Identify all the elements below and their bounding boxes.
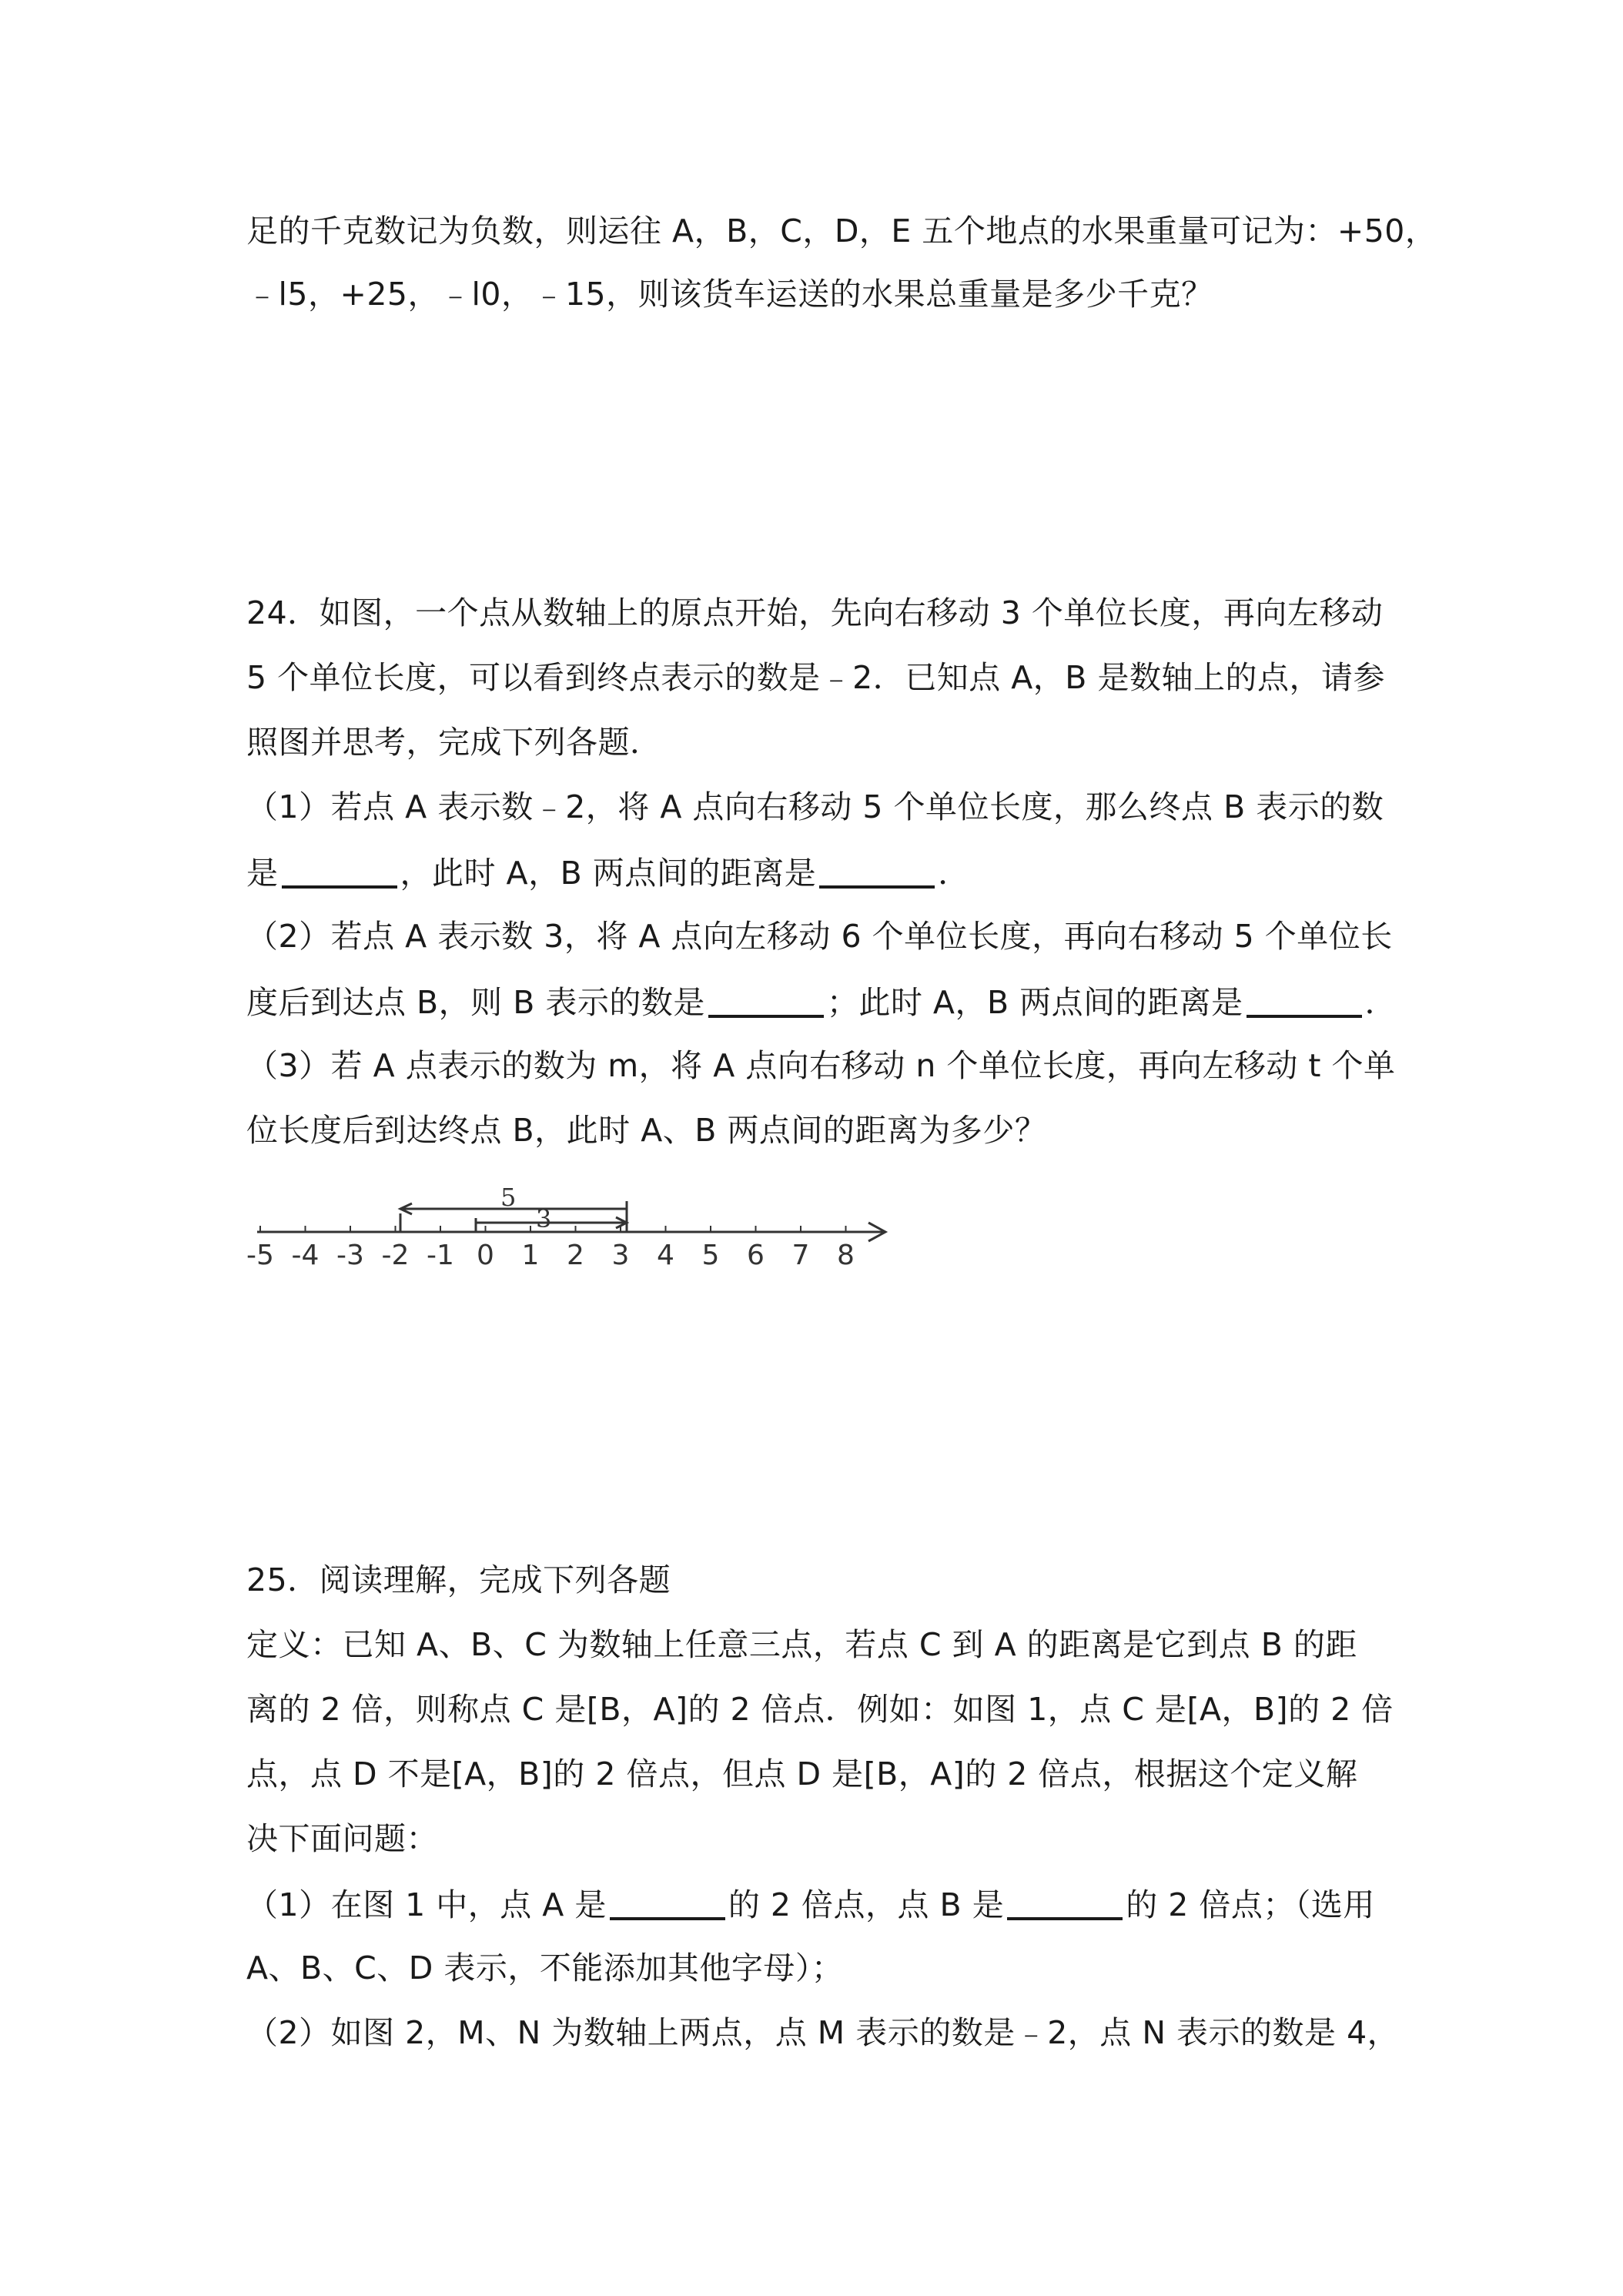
answer-blank[interactable] [610, 1886, 725, 1920]
text-segment: 度后到达点 B，则 B 表示的数是 [246, 984, 705, 1021]
q24-part3-line-1: （3）若 A 点表示的数为 m，将 A 点向右移动 n 个单位长度，再向左移动 t 个单 [246, 1047, 1396, 1084]
answer-blank[interactable] [708, 984, 824, 1018]
tick-label: 8 [837, 1240, 855, 1271]
answer-blank[interactable] [1007, 1886, 1123, 1920]
label-5: 5 [500, 1183, 517, 1212]
text-segment: 是 [246, 855, 279, 892]
q23-line-2: ﹣l5，+25，﹣l0，﹣15，则该货车运送的水果总重量是多少千克？ [246, 276, 1213, 313]
number-line-figure [246, 1178, 901, 1278]
text-segment: 的 2 倍点；（选用 [1126, 1886, 1375, 1923]
q25-definition-line-1: 定义：已知 A、B、C 为数轴上任意三点，若点 C 到 A 的距离是它到点 B 的距 [246, 1626, 1357, 1663]
answer-blank[interactable] [819, 855, 935, 889]
tick-label: 3 [611, 1240, 630, 1271]
answer-blank[interactable] [282, 855, 397, 889]
tick-label: -2 [381, 1240, 410, 1271]
q24-intro-line-1: 24．如图，一个点从数轴上的原点开始，先向右移动 3 个单位长度，再向左移动 [246, 594, 1384, 631]
tick-label: -4 [291, 1240, 320, 1271]
tick-label: -5 [246, 1240, 274, 1271]
text-segment: ；此时 A，B 两点间的距离是 [826, 984, 1243, 1021]
tick-label: 4 [657, 1240, 674, 1271]
q25-part1-line-1 [246, 1882, 1375, 1926]
q24-intro-line-2: 5 个单位长度，可以看到终点表示的数是﹣2．已知点 A，B 是数轴上的点，请参 [246, 659, 1385, 696]
q24-intro-line-3: 照图并思考，完成下列各题． [246, 724, 662, 761]
text-segment: 的 2 倍点，点 B 是 [728, 1886, 1005, 1923]
tick-label: -1 [427, 1240, 454, 1271]
text-segment: ． [938, 855, 970, 892]
q24-part2-line-1: （2）若点 A 表示数 3，将 A 点向左移动 6 个单位长度，再向右移动 5 个单位长 [246, 918, 1393, 955]
label-3: 3 [536, 1204, 552, 1233]
q25-title: 25．阅读理解，完成下列各题 [246, 1561, 671, 1598]
text-segment: （1）在图 1 中，点 A 是 [246, 1886, 607, 1923]
tick-label: 1 [521, 1240, 540, 1271]
q24-part1-line-2 [246, 850, 970, 895]
q24-part1-line-1: （1）若点 A 表示数﹣2，将 A 点向右移动 5 个单位长度，那么终点 B 表示的数 [246, 788, 1384, 825]
q25-part1-line-2: A、B、C、D 表示，不能添加其他字母）； [246, 1950, 844, 1986]
tick-label: 0 [477, 1240, 494, 1271]
q25-definition-line-2: 离的 2 倍，则称点 C 是[B，A]的 2 倍点．例如：如图 1，点 C 是[A，B]的 2 倍 [246, 1691, 1394, 1728]
q25-definition-line-4: 决下面问题： [246, 1820, 438, 1857]
q24-part3-line-2: 位长度后到达终点 B，此时 A、B 两点间的距离为多少？ [246, 1112, 1047, 1149]
tick-label: -3 [336, 1240, 364, 1271]
q24-part2-line-2 [246, 979, 1397, 1024]
text-segment: ，此时 A，B 两点间的距离是 [400, 855, 817, 892]
q25-definition-line-3: 点，点 D 不是[A，B]的 2 倍点，但点 D 是[B，A]的 2 倍点，根据这个定义解 [246, 1755, 1358, 1792]
q25-part2-line-1: （2）如图 2，M、N 为数轴上两点，点 M 表示的数是﹣2，点 N 表示的数是 4， [246, 2014, 1400, 2051]
tick-label: 7 [791, 1240, 810, 1271]
text-segment: ． [1364, 984, 1397, 1021]
tick-label: 2 [567, 1240, 584, 1271]
answer-blank[interactable] [1247, 984, 1362, 1018]
tick-label: 6 [747, 1240, 765, 1271]
tick-label: 5 [701, 1240, 720, 1271]
q23-line-1: 足的千克数记为负数，则运往 A，B，C，D，E 五个地点的水果重量可记为：+50， [246, 213, 1437, 249]
